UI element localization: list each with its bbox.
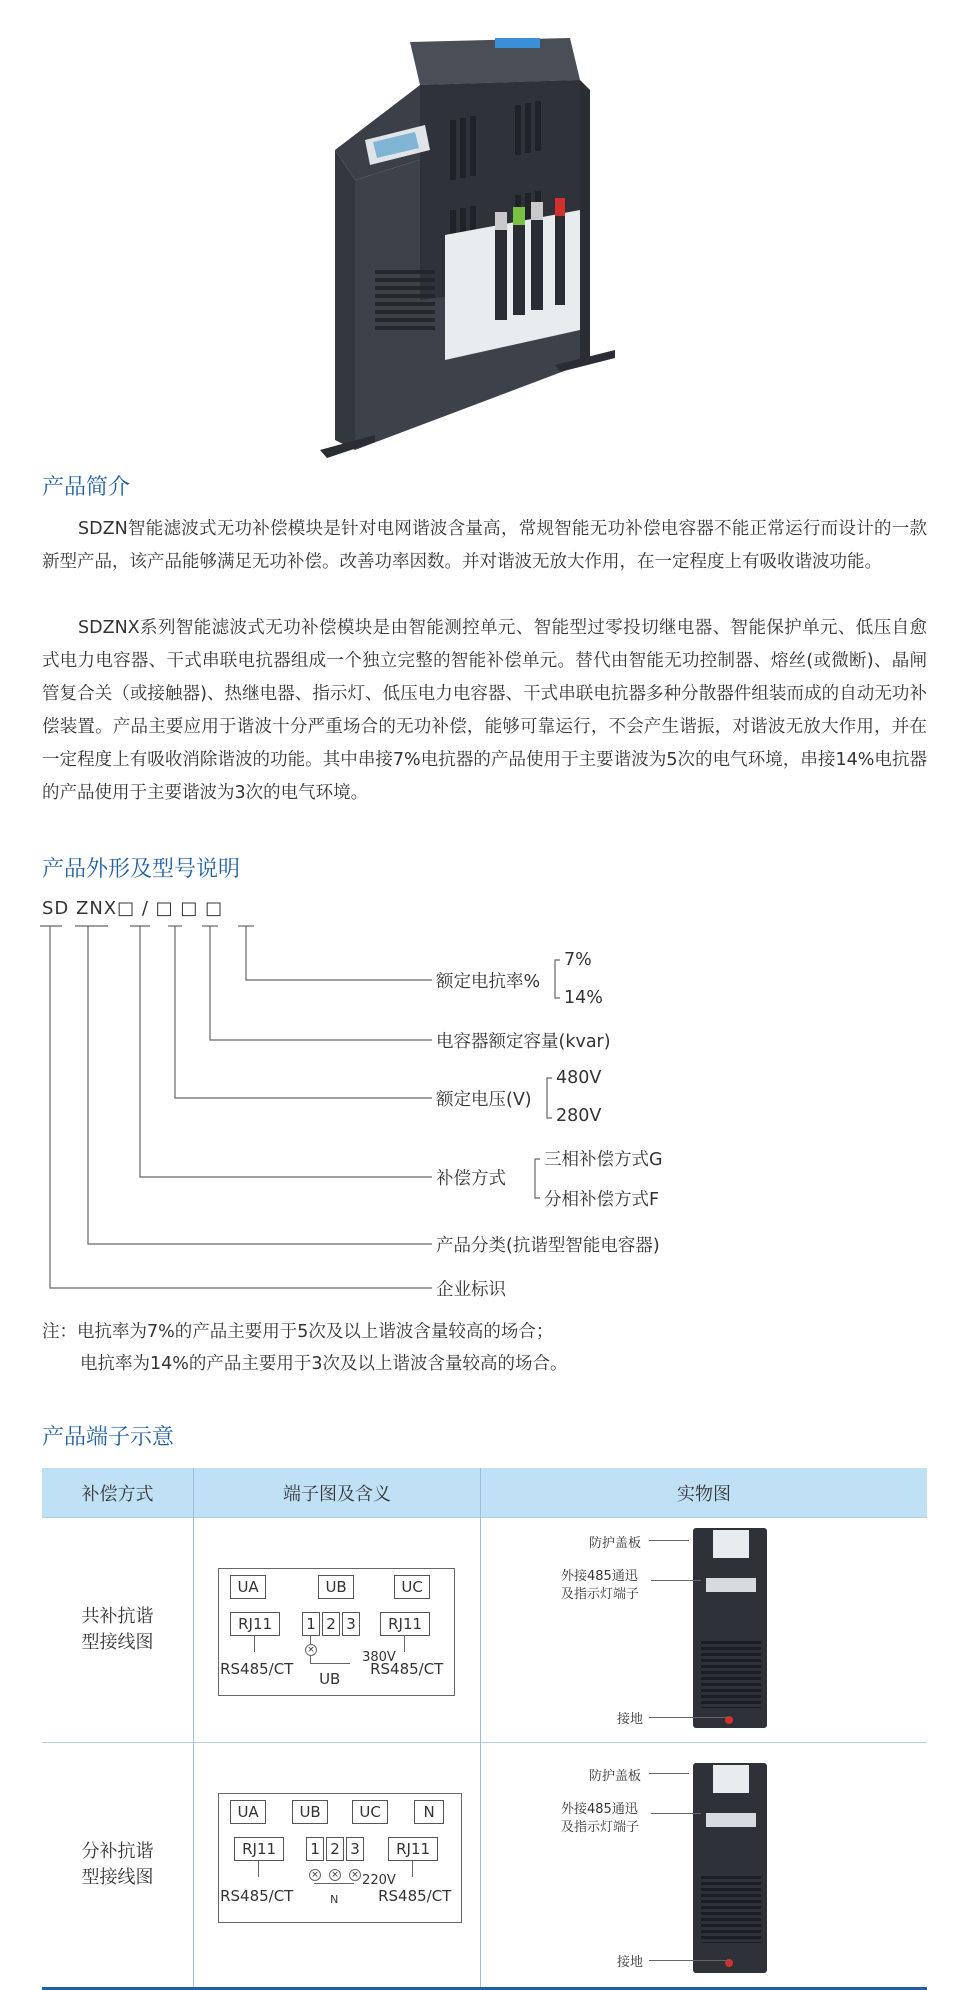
row1-rs485-left: RS485/CT — [220, 1660, 294, 1678]
row2-lamp-icon-1: × — [309, 1869, 321, 1881]
product-photo — [315, 30, 645, 460]
table-header-row — [42, 1468, 927, 1518]
row1-terminal-3: 3 — [342, 1612, 360, 1636]
note-line-2: 电抗率为14%的产品主要用于3次及以上谐波含量较高的场合。 — [80, 1354, 568, 1374]
compensation-option-f: 分相补偿方式F — [544, 1190, 660, 1210]
row1-ground-label: 接地 — [617, 1712, 644, 1727]
row1-diagram-cell — [194, 1518, 481, 1743]
row2-rs485-left: RS485/CT — [220, 1887, 294, 1905]
row1-box-ub: UB — [318, 1575, 354, 1599]
compensation-label: 补偿方式 — [436, 1169, 506, 1189]
row2-rj11-right: RJ11 — [388, 1837, 438, 1861]
table-row — [42, 1518, 927, 1743]
row2-lamp-icon-3: × — [349, 1869, 361, 1881]
reactance-option-14: 14% — [564, 988, 603, 1008]
row2-comm-label: 外接485通迅 及指示灯端子 — [561, 1802, 640, 1835]
row1-diagram — [194, 1518, 478, 1742]
row1-rj11-right: RJ11 — [380, 1612, 430, 1636]
row1-mid-label: UB — [319, 1670, 341, 1688]
compensation-option-g: 三相补偿方式G — [544, 1150, 663, 1170]
header-method: 补偿方式 — [42, 1468, 194, 1518]
row1-voltage: 380V — [362, 1650, 396, 1665]
row2-voltage: 220V — [362, 1873, 396, 1888]
intro-paragraph-1: SDZN智能滤波式无功补偿模块是针对电网谐波含量高，常规智能无功补偿电容器不能正常运行而设计的一款新型产品，该产品能够满足无功补偿。改善功率因数。并对谐波无放大作用，在一定程度上有吸收谐波功能。 — [42, 519, 927, 572]
row2-mid-label: N — [330, 1893, 339, 1906]
category-label: 产品分类(抗谐型智能电容器) — [436, 1236, 660, 1256]
table-row — [42, 1743, 927, 1989]
row2-rj11-left: RJ11 — [234, 1837, 284, 1861]
row1-cover-label: 防护盖板 — [589, 1536, 642, 1551]
capacity-label: 电容器额定容量(kvar) — [436, 1032, 611, 1052]
row2-box-n: N — [414, 1800, 444, 1824]
row1-lamp-icon: × — [305, 1644, 317, 1656]
row2-box-uc: UC — [352, 1800, 388, 1824]
model-code: SD ZNX□ / □ □ □ — [42, 898, 224, 919]
row2-ground-label: 接地 — [617, 1955, 644, 1970]
row2-photo-cell — [481, 1743, 928, 1989]
intro-title: 产品简介 — [42, 475, 131, 500]
row1-photo — [481, 1518, 927, 1742]
header-photo: 实物图 — [481, 1468, 928, 1518]
row2-terminal-1: 1 — [306, 1837, 324, 1861]
terminal-title: 产品端子示意 — [42, 1425, 175, 1450]
row1-name: 共补抗谐 型接线图 — [42, 1518, 194, 1743]
voltage-label: 额定电压(V) — [436, 1090, 532, 1110]
reactance-option-7: 7% — [564, 950, 592, 970]
row2-diagram-cell — [194, 1743, 481, 1989]
row1-rs485-right: RS485/CT — [370, 1660, 444, 1678]
row2-name: 分补抗谐 型接线图 — [42, 1743, 194, 1989]
row2-diagram — [194, 1743, 478, 1987]
reactance-label: 额定电抗率% — [436, 972, 541, 992]
row2-photo — [481, 1743, 927, 1987]
row2-box-ua: UA — [230, 1800, 266, 1824]
row2-cover-label: 防护盖板 — [589, 1769, 642, 1784]
voltage-option-280: 280V — [556, 1106, 602, 1126]
row1-comm-label: 外接485通迅 及指示灯端子 — [561, 1569, 640, 1602]
terminal-table — [42, 1468, 927, 1990]
row2-terminal-3: 3 — [346, 1837, 364, 1861]
row2-rs485-right: RS485/CT — [378, 1887, 452, 1905]
model-title: 产品外形及型号说明 — [42, 857, 241, 882]
header-terminal: 端子图及含义 — [194, 1468, 481, 1518]
row1-box-uc: UC — [394, 1575, 430, 1599]
company-label: 企业标识 — [436, 1280, 506, 1300]
intro-paragraph-2: SDZNX系列智能滤波式无功补偿模块是由智能测控单元、智能型过零投切继电器、智能保护单元、低压自愈式电力电容器、干式串联电抗器组成一个独立完整的智能补偿单元。替代由智能无功控制器、熔丝(或微断)、晶闸管复合关（或接触器)、热继电器、指示灯、低压电力电容器、干式串联电抗器多种分散器件组装而成的自动无功补偿装置。产品主要应用于谐波十分严重场合的无功补偿，能够可靠运行，不会产生谐振，对谐波无放大作用，并在一定程度上有吸收消除谐波的功能。其中串接7%电抗器的产品使用于主要谐波为5次的电气环境，串接14%电抗器的产品使用于主要谐波为3次的电气环境。 — [42, 618, 927, 803]
row1-terminal-2: 2 — [322, 1612, 340, 1636]
row1-terminal-1: 1 — [302, 1612, 320, 1636]
row2-lamp-icon-2: × — [329, 1869, 341, 1881]
row2-terminal-2: 2 — [326, 1837, 344, 1861]
row2-box-ub: UB — [292, 1800, 328, 1824]
row1-photo-cell — [481, 1518, 928, 1743]
row1-rj11-left: RJ11 — [230, 1612, 280, 1636]
row1-box-ua: UA — [230, 1575, 266, 1599]
voltage-option-480: 480V — [556, 1068, 602, 1088]
note-line-1: 注：电抗率为7%的产品主要用于5次及以上谐波含量较高的场合； — [42, 1322, 554, 1342]
